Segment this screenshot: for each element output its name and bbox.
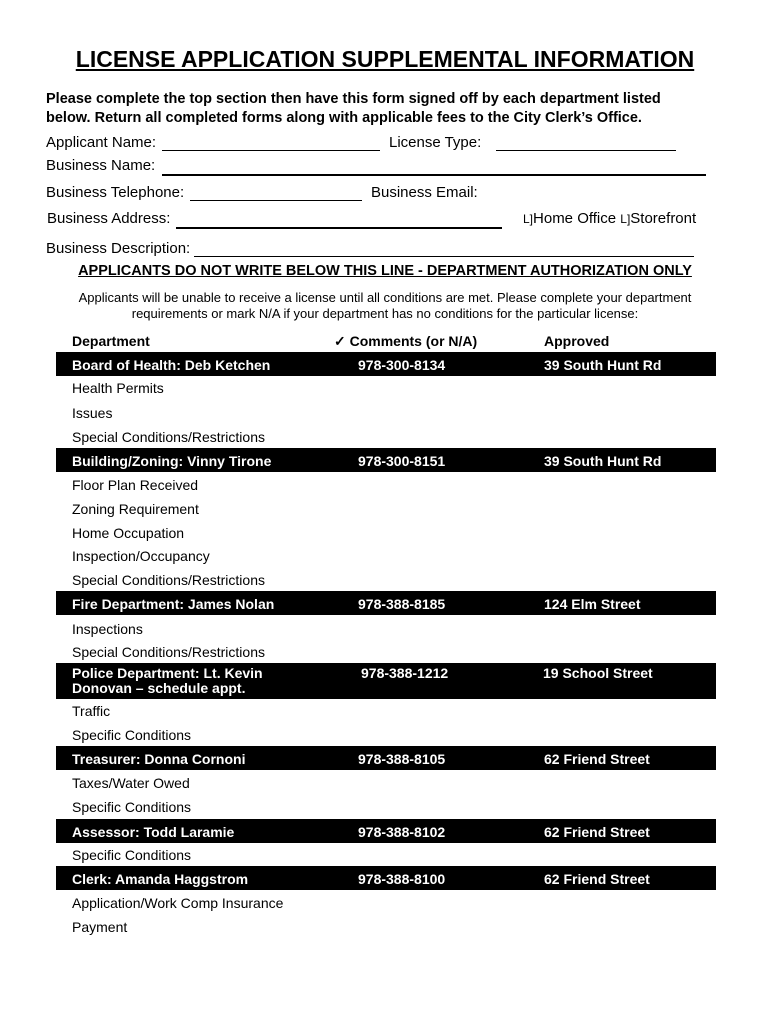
form-title: LICENSE APPLICATION SUPPLEMENTAL INFORMATION <box>75 46 695 72</box>
department-only-warning: APPLICANTS DO NOT WRITE BELOW THIS LINE - DEPARTMENT AUTHORIZATION ONLY <box>78 263 692 279</box>
conditions-note-line-1: Applicants will be unable to receive a license until all conditions are met. Please complete your department <box>78 290 692 305</box>
requirement-item: Zoning Requirement <box>72 501 199 517</box>
storefront-checkbox[interactable]: L] <box>620 212 631 226</box>
requirement-item: Floor Plan Received <box>72 477 199 493</box>
home-office-checkbox[interactable]: L] <box>523 212 534 226</box>
department-phone: 978-388-1212 <box>361 665 449 681</box>
requirement-item: Inspection/Occupancy <box>72 548 210 564</box>
requirement-item: Application/Work Comp Insurance <box>72 895 284 911</box>
requirement-item: Taxes/Water Owed <box>72 775 190 791</box>
license-type-label: License Type: <box>389 134 482 151</box>
department-row-building-zoning <box>56 448 716 472</box>
requirement-item: Specific Conditions <box>72 727 192 743</box>
business-name-label: Business Name: <box>46 157 156 174</box>
requirement-item: Health Permits <box>72 380 164 396</box>
department-row-fire <box>56 591 716 615</box>
intro-line-2: below. Return all completed forms along with applicable fees to the City Clerk’s Office. <box>46 110 642 126</box>
business-description-field[interactable] <box>194 256 694 257</box>
business-description-label: Business Description: <box>46 240 191 257</box>
business-address-label: Business Address: <box>47 210 171 227</box>
business-email-label: Business Email: <box>371 184 478 201</box>
department-row-treasurer <box>56 746 716 770</box>
requirement-item: Inspections <box>72 621 143 637</box>
department-name: Police Department: Lt. Kevin <box>72 665 263 681</box>
conditions-note-line-2: requirements or mark N/A if your department has no conditions for the particular license: <box>131 306 639 321</box>
storefront-label: Storefront <box>630 210 697 227</box>
header-department: Department <box>72 333 150 349</box>
requirement-item: Special Conditions/Restrictions <box>72 572 265 588</box>
department-phone: 978-388-8185 <box>358 596 446 612</box>
department-name: Fire Department: James Nolan <box>72 596 275 612</box>
requirement-item: Issues <box>72 405 113 421</box>
department-address: 124 Elm Street <box>544 596 641 612</box>
department-name: Treasurer: Donna Cornoni <box>72 751 246 767</box>
department-address: 62 Friend Street <box>544 824 650 840</box>
home-office-label: Home Office <box>533 210 617 227</box>
department-row-assessor <box>56 819 716 843</box>
business-name-field[interactable] <box>162 174 706 176</box>
department-name: Board of Health: Deb Ketchen <box>72 357 271 373</box>
requirement-item: Special Conditions/Restrictions <box>72 644 265 660</box>
intro-line-1: Please complete the top section then have this form signed off by each department listed <box>46 91 661 107</box>
department-row-police <box>56 663 716 699</box>
requirement-item: Payment <box>72 919 128 935</box>
requirement-item: Specific Conditions <box>72 847 192 863</box>
department-address: 62 Friend Street <box>544 871 650 887</box>
department-phone: 978-388-8102 <box>358 824 446 840</box>
header-approved: Approved <box>544 333 610 349</box>
department-row-clerk <box>56 866 716 890</box>
requirement-item: Specific Conditions <box>72 799 192 815</box>
department-phone: 978-388-8105 <box>358 751 446 767</box>
department-name: Clerk: Amanda Haggstrom <box>72 871 249 887</box>
applicant-name-field[interactable] <box>162 150 380 151</box>
applicant-name-label: Applicant Name: <box>46 134 157 151</box>
department-row-board-of-health <box>56 352 716 376</box>
requirement-item: Home Occupation <box>72 525 185 541</box>
department-phone: 978-300-8134 <box>358 357 446 373</box>
business-telephone-label: Business Telephone: <box>46 184 185 201</box>
header-comments: ✓ Comments (or N/A) <box>334 333 478 349</box>
department-name: Assessor: Todd Laramie <box>72 824 235 840</box>
department-address: 39 South Hunt Rd <box>544 453 662 469</box>
business-address-field[interactable] <box>176 227 502 229</box>
department-address: 19 School Street <box>543 665 653 681</box>
license-type-field[interactable] <box>496 150 676 151</box>
department-name-continued: Donovan – schedule appt. <box>72 680 246 696</box>
department-address: 39 South Hunt Rd <box>544 357 662 373</box>
department-phone: 978-300-8151 <box>358 453 446 469</box>
department-address: 62 Friend Street <box>544 751 650 767</box>
requirement-item: Traffic <box>72 703 111 719</box>
department-phone: 978-388-8100 <box>358 871 446 887</box>
requirement-item: Special Conditions/Restrictions <box>72 429 265 445</box>
business-telephone-field[interactable] <box>190 200 362 201</box>
department-name: Building/Zoning: Vinny Tirone <box>72 453 272 469</box>
